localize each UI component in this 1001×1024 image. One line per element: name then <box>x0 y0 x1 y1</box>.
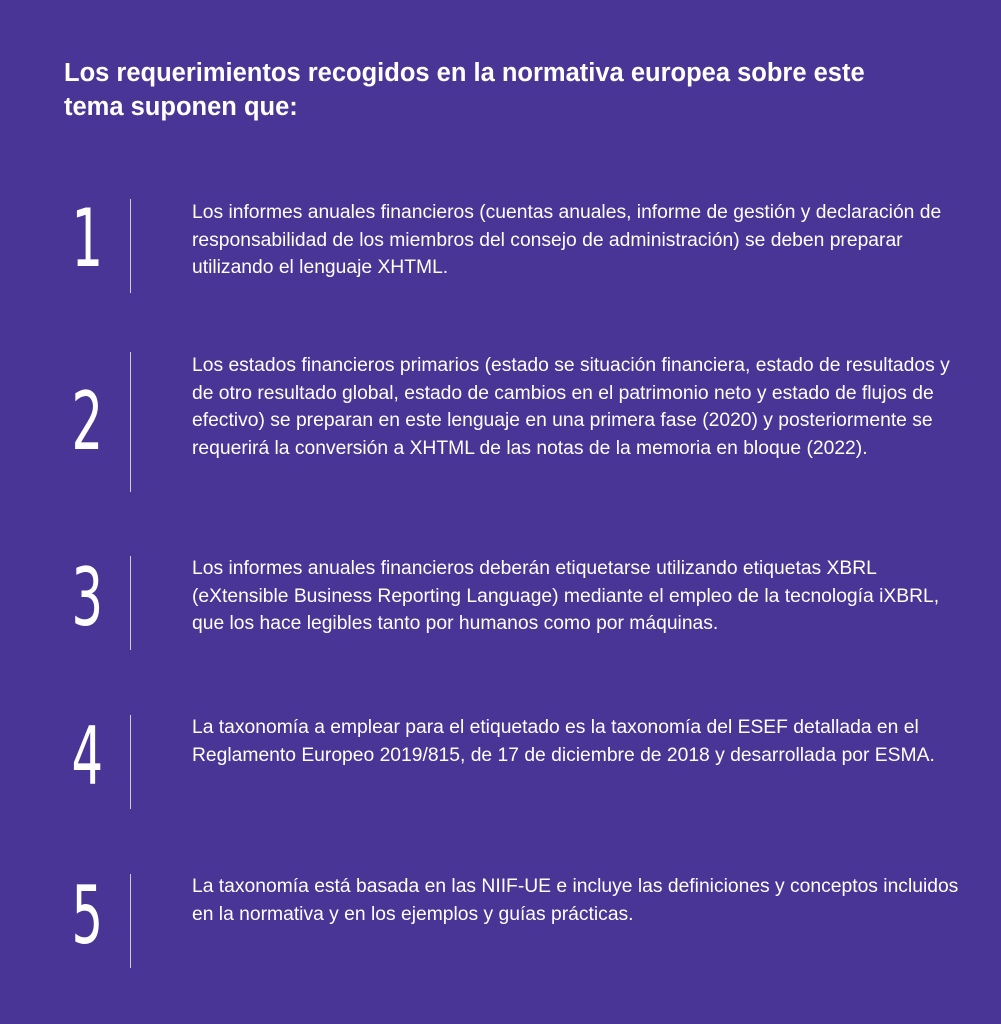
item-text: La taxonomía está basada en las NIIF-UE e incluye las definiciones y conceptos incluidos en la normativa y en los ejemplos y guías prácticas. <box>192 876 959 925</box>
divider <box>130 352 131 492</box>
item-number: 3 <box>71 551 104 644</box>
divider <box>130 199 131 293</box>
divider <box>130 715 131 809</box>
item-number: 1 <box>71 192 104 285</box>
list-item <box>0 350 1001 495</box>
divider <box>130 556 131 650</box>
item-text: Los estados financieros primarios (estado se situación financiera, estado de resultados y de otro resultado global, estado de cambios en el patrimonio neto y estado de flujos de efectivo) se preparan en este lenguaje en una primera fase (2020) y posteriormente se requerirá la conversión a XHTML de las notas de la memoria en bloque (2022). <box>192 355 950 459</box>
item-text: La taxonomía a emplear para el etiquetado es la taxonomía del ESEF detallada en el Reglamento Europeo 2019/815, de 17 de diciembre de 2018 y desarrollada por ESMA. <box>192 717 935 766</box>
item-number: 5 <box>71 869 104 962</box>
list-item <box>0 551 1001 654</box>
item-number: 4 <box>71 710 104 803</box>
page-title: Los requerimientos recogidos en la normativa europea sobre este tema suponen que: <box>64 59 865 121</box>
item-number: 2 <box>71 375 104 468</box>
list-item <box>0 192 1001 295</box>
list-item <box>0 869 1001 972</box>
item-text: Los informes anuales financieros (cuentas anuales, informe de gestión y declaración de responsabilidad de los miembros del consejo de administración) se deben preparar utilizando el lenguaje XHTML. <box>192 202 942 278</box>
divider <box>130 874 131 968</box>
item-text: Los informes anuales financieros deberán etiquetarse utilizando etiquetas XBRL (eXtensible Business Reporting Language) mediante el empleo de la tecnología iXBRL, que los hace legibles tanto por humanos como por máquinas. <box>192 558 940 634</box>
list-item <box>0 710 1001 813</box>
